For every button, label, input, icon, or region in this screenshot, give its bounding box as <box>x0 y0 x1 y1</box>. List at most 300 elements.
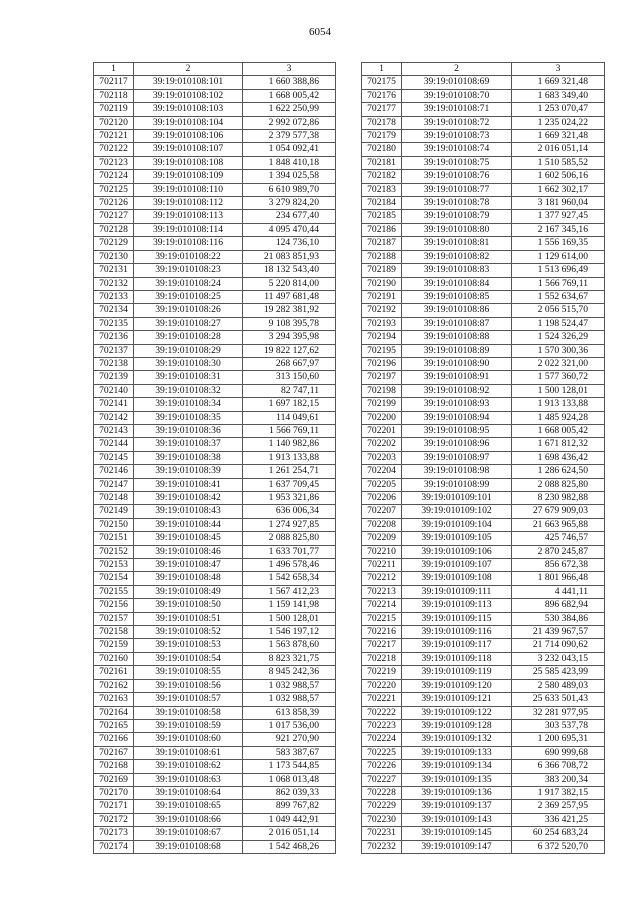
cadastral-number-cell: 39:19:010108:112 <box>134 197 243 210</box>
table-row <box>362 773 605 786</box>
value-cell: 268 667,97 <box>243 357 336 370</box>
value-cell: 2 016 051,14 <box>243 827 336 840</box>
value-cell: 8 945 242,36 <box>243 666 336 679</box>
row-number-cell: 702195 <box>362 344 402 357</box>
row-number-cell: 702209 <box>362 532 402 545</box>
value-cell: 1 200 695,31 <box>512 733 605 746</box>
row-number-cell: 702153 <box>94 559 134 572</box>
value-cell: 1 513 696,49 <box>512 264 605 277</box>
cadastral-number-cell: 39:19:010108:116 <box>134 237 243 250</box>
table-row <box>94 786 336 799</box>
row-number-cell: 702199 <box>362 398 402 411</box>
value-cell: 234 677,40 <box>243 210 336 223</box>
cadastral-number-cell: 39:19:010108:98 <box>402 465 512 478</box>
value-cell: 1 496 578,46 <box>243 559 336 572</box>
row-number-cell: 702121 <box>94 130 134 143</box>
cadastral-number-cell: 39:19:010108:80 <box>402 223 512 236</box>
row-number-cell: 702150 <box>94 518 134 531</box>
cadastral-number-cell: 39:19:010108:93 <box>402 398 512 411</box>
cadastral-number-cell: 39:19:010108:88 <box>402 331 512 344</box>
row-number-cell: 702207 <box>362 505 402 518</box>
row-number-cell: 702226 <box>362 760 402 773</box>
cadastral-number-cell: 39:19:010108:85 <box>402 290 512 303</box>
table-row <box>94 827 336 840</box>
value-cell: 613 858,39 <box>243 706 336 719</box>
value-cell: 862 039,33 <box>243 786 336 799</box>
cadastral-number-cell: 39:19:010108:37 <box>134 438 243 451</box>
value-cell: 6 610 989,70 <box>243 183 336 196</box>
value-cell: 1 253 070,47 <box>512 103 605 116</box>
value-cell: 1 698 436,42 <box>512 451 605 464</box>
table-row <box>362 223 605 236</box>
row-number-cell: 702161 <box>94 666 134 679</box>
value-cell: 114 049,61 <box>243 411 336 424</box>
cadastral-number-cell: 39:19:010108:94 <box>402 411 512 424</box>
table-row <box>362 478 605 491</box>
cadastral-number-cell: 39:19:010108:46 <box>134 545 243 558</box>
cadastral-number-cell: 39:19:010108:95 <box>402 424 512 437</box>
value-cell: 1 913 133,88 <box>243 451 336 464</box>
row-number-cell: 702141 <box>94 398 134 411</box>
table-row <box>94 760 336 773</box>
table-row <box>362 827 605 840</box>
row-number-cell: 702140 <box>94 384 134 397</box>
cadastral-number-cell: 39:19:010109:128 <box>402 719 512 732</box>
row-number-cell: 702127 <box>94 210 134 223</box>
row-number-cell: 702157 <box>94 612 134 625</box>
table-row <box>94 344 336 357</box>
value-cell: 2 379 577,38 <box>243 130 336 143</box>
cadastral-number-cell: 39:19:010108:30 <box>134 357 243 370</box>
row-number-cell: 702217 <box>362 639 402 652</box>
value-cell: 896 682,94 <box>512 599 605 612</box>
cadastral-number-cell: 39:19:010109:136 <box>402 786 512 799</box>
value-cell: 1 566 769,11 <box>512 277 605 290</box>
table-row <box>94 197 336 210</box>
table-row <box>94 478 336 491</box>
table-row <box>94 840 336 853</box>
value-cell: 2 369 257,95 <box>512 800 605 813</box>
row-number-cell: 702176 <box>362 89 402 102</box>
row-number-cell: 702170 <box>94 786 134 799</box>
row-number-cell: 702227 <box>362 773 402 786</box>
value-cell: 5 220 814,00 <box>243 277 336 290</box>
cadastral-number-cell: 39:19:010109:132 <box>402 733 512 746</box>
value-cell: 4 441,11 <box>512 585 605 598</box>
right-table <box>361 62 605 854</box>
table-row <box>362 250 605 263</box>
row-number-cell: 702117 <box>94 76 134 89</box>
table-row <box>362 156 605 169</box>
cadastral-number-cell: 39:19:010109:121 <box>402 693 512 706</box>
table-row <box>94 585 336 598</box>
row-number-cell: 702134 <box>94 304 134 317</box>
table-row <box>362 599 605 612</box>
cadastral-number-cell: 39:19:010109:119 <box>402 666 512 679</box>
cadastral-number-cell: 39:19:010108:28 <box>134 331 243 344</box>
row-number-cell: 702208 <box>362 518 402 531</box>
cadastral-number-cell: 39:19:010108:79 <box>402 210 512 223</box>
table-row <box>94 813 336 826</box>
row-number-cell: 702220 <box>362 679 402 692</box>
row-number-cell: 702132 <box>94 277 134 290</box>
table-row <box>362 130 605 143</box>
cadastral-number-cell: 39:19:010108:59 <box>134 719 243 732</box>
value-cell: 2 016 051,14 <box>512 143 605 156</box>
table-row <box>362 532 605 545</box>
table-row <box>362 398 605 411</box>
cadastral-number-cell: 39:19:010108:89 <box>402 344 512 357</box>
cadastral-number-cell: 39:19:010108:107 <box>134 143 243 156</box>
table-row <box>362 786 605 799</box>
table-row <box>362 760 605 773</box>
table-row <box>94 518 336 531</box>
row-number-cell: 702164 <box>94 706 134 719</box>
table-row <box>94 559 336 572</box>
row-number-cell: 702181 <box>362 156 402 169</box>
row-number-cell: 702145 <box>94 451 134 464</box>
cadastral-number-cell: 39:19:010108:63 <box>134 773 243 786</box>
value-cell: 1 602 506,16 <box>512 170 605 183</box>
table-row <box>362 800 605 813</box>
value-cell: 1 566 769,11 <box>243 424 336 437</box>
table-row <box>362 371 605 384</box>
cadastral-number-cell: 39:19:010108:109 <box>134 170 243 183</box>
row-number-cell: 702130 <box>94 250 134 263</box>
table-row <box>94 706 336 719</box>
row-number-cell: 702186 <box>362 223 402 236</box>
value-cell: 1 917 382,15 <box>512 786 605 799</box>
value-cell: 921 270,90 <box>243 733 336 746</box>
cadastral-number-cell: 39:19:010108:87 <box>402 317 512 330</box>
value-cell: 1 913 133,88 <box>512 398 605 411</box>
table-row <box>362 264 605 277</box>
value-cell: 32 281 977,95 <box>512 706 605 719</box>
row-number-cell: 702120 <box>94 116 134 129</box>
cadastral-number-cell: 39:19:010109:111 <box>402 585 512 598</box>
value-cell: 1 668 005,42 <box>512 424 605 437</box>
column-header: 1 <box>362 63 402 76</box>
value-cell: 1 552 634,67 <box>512 290 605 303</box>
value-cell: 313 150,60 <box>243 371 336 384</box>
value-cell: 1 173 544,85 <box>243 760 336 773</box>
table-row <box>94 264 336 277</box>
table-row <box>94 398 336 411</box>
value-cell: 124 736,10 <box>243 237 336 250</box>
table-row <box>362 116 605 129</box>
value-cell: 2 022 321,00 <box>512 357 605 370</box>
cadastral-number-cell: 39:19:010108:38 <box>134 451 243 464</box>
cadastral-number-cell: 39:19:010108:29 <box>134 344 243 357</box>
value-cell: 1 500 128,01 <box>512 384 605 397</box>
value-cell: 1 542 468,26 <box>243 840 336 853</box>
value-cell: 1 524 326,29 <box>512 331 605 344</box>
value-cell: 1 286 624,50 <box>512 465 605 478</box>
table-row <box>362 559 605 572</box>
row-number-cell: 702189 <box>362 264 402 277</box>
table-row <box>362 612 605 625</box>
row-number-cell: 702229 <box>362 800 402 813</box>
row-number-cell: 702188 <box>362 250 402 263</box>
cadastral-number-cell: 39:19:010108:67 <box>134 827 243 840</box>
value-cell: 1 017 536,00 <box>243 719 336 732</box>
cadastral-number-cell: 39:19:010108:99 <box>402 478 512 491</box>
cadastral-number-cell: 39:19:010109:117 <box>402 639 512 652</box>
table-row <box>362 572 605 585</box>
row-number-cell: 702223 <box>362 719 402 732</box>
cadastral-number-cell: 39:19:010108:72 <box>402 116 512 129</box>
row-number-cell: 702131 <box>94 264 134 277</box>
page-number: 6054 <box>309 26 331 38</box>
cadastral-number-cell: 39:19:010108:53 <box>134 639 243 652</box>
table-row <box>94 116 336 129</box>
value-cell: 1 068 013,48 <box>243 773 336 786</box>
cadastral-number-cell: 39:19:010108:24 <box>134 277 243 290</box>
table-row <box>362 465 605 478</box>
cadastral-number-cell: 39:19:010109:122 <box>402 706 512 719</box>
row-number-cell: 702126 <box>94 197 134 210</box>
table-row <box>362 237 605 250</box>
value-cell: 1 697 182,15 <box>243 398 336 411</box>
row-number-cell: 702216 <box>362 626 402 639</box>
value-cell: 2 167 345,16 <box>512 223 605 236</box>
value-cell: 1 049 442,91 <box>243 813 336 826</box>
table-row <box>94 237 336 250</box>
cadastral-number-cell: 39:19:010108:41 <box>134 478 243 491</box>
value-cell: 1 668 005,42 <box>243 89 336 102</box>
row-number-cell: 702135 <box>94 317 134 330</box>
row-number-cell: 702184 <box>362 197 402 210</box>
table-row <box>362 840 605 853</box>
cadastral-number-cell: 39:19:010108:81 <box>402 237 512 250</box>
row-number-cell: 702129 <box>94 237 134 250</box>
value-cell: 3 294 395,98 <box>243 331 336 344</box>
value-cell: 60 254 683,24 <box>512 827 605 840</box>
table-row <box>94 773 336 786</box>
cadastral-number-cell: 39:19:010108:39 <box>134 465 243 478</box>
row-number-cell: 702177 <box>362 103 402 116</box>
table-row <box>94 223 336 236</box>
row-number-cell: 702162 <box>94 679 134 692</box>
column-header: 2 <box>134 63 243 76</box>
value-cell: 2 088 825,80 <box>243 532 336 545</box>
table-row <box>94 210 336 223</box>
cadastral-number-cell: 39:19:010108:77 <box>402 183 512 196</box>
table-row <box>362 317 605 330</box>
cadastral-number-cell: 39:19:010108:42 <box>134 492 243 505</box>
row-number-cell: 702196 <box>362 357 402 370</box>
table-row <box>362 357 605 370</box>
row-number-cell: 702225 <box>362 746 402 759</box>
value-cell: 19 282 381,92 <box>243 304 336 317</box>
table-row <box>94 719 336 732</box>
row-number-cell: 702211 <box>362 559 402 572</box>
table-row <box>94 451 336 464</box>
value-cell: 1 567 412,23 <box>243 585 336 598</box>
table-row <box>362 545 605 558</box>
row-number-cell: 702147 <box>94 478 134 491</box>
cadastral-number-cell: 39:19:010108:34 <box>134 398 243 411</box>
value-cell: 9 108 395,78 <box>243 317 336 330</box>
header-row <box>362 63 605 76</box>
value-cell: 336 421,25 <box>512 813 605 826</box>
cadastral-number-cell: 39:19:010108:49 <box>134 585 243 598</box>
row-number-cell: 702218 <box>362 652 402 665</box>
table-row <box>362 585 605 598</box>
cadastral-number-cell: 39:19:010108:103 <box>134 103 243 116</box>
value-cell: 1 510 585,52 <box>512 156 605 169</box>
table-row <box>362 505 605 518</box>
value-cell: 3 279 824,20 <box>243 197 336 210</box>
row-number-cell: 702174 <box>94 840 134 853</box>
cadastral-number-cell: 39:19:010108:114 <box>134 223 243 236</box>
table-row <box>94 384 336 397</box>
value-cell: 1 683 349,40 <box>512 89 605 102</box>
row-number-cell: 702163 <box>94 693 134 706</box>
value-cell: 4 095 470,44 <box>243 223 336 236</box>
value-cell: 1 394 025,58 <box>243 170 336 183</box>
value-cell: 1 546 197,12 <box>243 626 336 639</box>
cadastral-number-cell: 39:19:010108:52 <box>134 626 243 639</box>
row-number-cell: 702224 <box>362 733 402 746</box>
row-number-cell: 702192 <box>362 304 402 317</box>
value-cell: 1 198 524,47 <box>512 317 605 330</box>
row-number-cell: 702212 <box>362 572 402 585</box>
value-cell: 1 671 812,32 <box>512 438 605 451</box>
value-cell: 1 274 927,85 <box>243 518 336 531</box>
value-cell: 1 669 321,48 <box>512 130 605 143</box>
table-row <box>94 652 336 665</box>
row-number-cell: 702215 <box>362 612 402 625</box>
value-cell: 2 088 825,80 <box>512 478 605 491</box>
table-row <box>94 733 336 746</box>
table-row <box>362 693 605 706</box>
value-cell: 1 563 878,60 <box>243 639 336 652</box>
row-number-cell: 702158 <box>94 626 134 639</box>
row-number-cell: 702202 <box>362 438 402 451</box>
value-cell: 25 633 501,43 <box>512 693 605 706</box>
cadastral-number-cell: 39:19:010109:107 <box>402 559 512 572</box>
value-cell: 18 132 543,40 <box>243 264 336 277</box>
cadastral-number-cell: 39:19:010108:43 <box>134 505 243 518</box>
table-row <box>362 89 605 102</box>
cadastral-number-cell: 39:19:010109:102 <box>402 505 512 518</box>
table-row <box>94 357 336 370</box>
table-row <box>94 545 336 558</box>
cadastral-number-cell: 39:19:010109:116 <box>402 626 512 639</box>
table-row <box>362 183 605 196</box>
table-row <box>94 532 336 545</box>
row-number-cell: 702136 <box>94 331 134 344</box>
value-cell: 21 083 851,93 <box>243 250 336 263</box>
column-header: 2 <box>402 63 512 76</box>
cadastral-number-cell: 39:19:010108:57 <box>134 693 243 706</box>
table-row <box>362 277 605 290</box>
cadastral-number-cell: 39:19:010108:104 <box>134 116 243 129</box>
row-number-cell: 702160 <box>94 652 134 665</box>
value-cell: 1 577 360,72 <box>512 371 605 384</box>
table-row <box>94 76 336 89</box>
table-row <box>362 197 605 210</box>
table-row <box>94 277 336 290</box>
row-number-cell: 702191 <box>362 290 402 303</box>
table-row <box>94 626 336 639</box>
value-cell: 1 261 254,71 <box>243 465 336 478</box>
row-number-cell: 702213 <box>362 585 402 598</box>
cadastral-number-cell: 39:19:010108:97 <box>402 451 512 464</box>
row-number-cell: 702133 <box>94 290 134 303</box>
cadastral-number-cell: 39:19:010108:73 <box>402 130 512 143</box>
table-row <box>362 733 605 746</box>
cadastral-number-cell: 39:19:010108:31 <box>134 371 243 384</box>
row-number-cell: 702232 <box>362 840 402 853</box>
table-row <box>94 103 336 116</box>
table-row <box>94 250 336 263</box>
value-cell: 1 159 141,98 <box>243 599 336 612</box>
cadastral-number-cell: 39:19:010109:120 <box>402 679 512 692</box>
row-number-cell: 702128 <box>94 223 134 236</box>
cadastral-number-cell: 39:19:010108:74 <box>402 143 512 156</box>
row-number-cell: 702152 <box>94 545 134 558</box>
value-cell: 8 230 982,88 <box>512 492 605 505</box>
row-number-cell: 702146 <box>94 465 134 478</box>
cadastral-number-cell: 39:19:010108:56 <box>134 679 243 692</box>
value-cell: 856 672,38 <box>512 559 605 572</box>
table-row <box>94 143 336 156</box>
table-row <box>94 612 336 625</box>
row-number-cell: 702156 <box>94 599 134 612</box>
cadastral-number-cell: 39:19:010109:106 <box>402 545 512 558</box>
value-cell: 425 746,57 <box>512 532 605 545</box>
table-row <box>362 451 605 464</box>
row-number-cell: 702230 <box>362 813 402 826</box>
value-cell: 2 992 072,86 <box>243 116 336 129</box>
table-row <box>94 424 336 437</box>
table-row <box>94 746 336 759</box>
row-number-cell: 702165 <box>94 719 134 732</box>
cadastral-number-cell: 39:19:010109:134 <box>402 760 512 773</box>
table-row <box>362 652 605 665</box>
cadastral-number-cell: 39:19:010108:106 <box>134 130 243 143</box>
value-cell: 1 054 092,41 <box>243 143 336 156</box>
cadastral-number-cell: 39:19:010108:51 <box>134 612 243 625</box>
row-number-cell: 702214 <box>362 599 402 612</box>
table-row <box>362 813 605 826</box>
row-number-cell: 702125 <box>94 183 134 196</box>
table-row <box>94 599 336 612</box>
value-cell: 583 387,67 <box>243 746 336 759</box>
value-cell: 1 622 250,99 <box>243 103 336 116</box>
table-row <box>362 626 605 639</box>
table-row <box>94 639 336 652</box>
row-number-cell: 702166 <box>94 733 134 746</box>
value-cell: 21 714 090,62 <box>512 639 605 652</box>
value-cell: 25 585 423,99 <box>512 666 605 679</box>
cadastral-number-cell: 39:19:010108:62 <box>134 760 243 773</box>
table-row <box>362 438 605 451</box>
value-cell: 1 570 300,36 <box>512 344 605 357</box>
row-number-cell: 702168 <box>94 760 134 773</box>
cadastral-number-cell: 39:19:010108:23 <box>134 264 243 277</box>
table-row <box>94 156 336 169</box>
row-number-cell: 702118 <box>94 89 134 102</box>
row-number-cell: 702187 <box>362 237 402 250</box>
cadastral-number-cell: 39:19:010108:58 <box>134 706 243 719</box>
cadastral-number-cell: 39:19:010108:71 <box>402 103 512 116</box>
cadastral-number-cell: 39:19:010108:22 <box>134 250 243 263</box>
row-number-cell: 702171 <box>94 800 134 813</box>
cadastral-number-cell: 39:19:010108:66 <box>134 813 243 826</box>
